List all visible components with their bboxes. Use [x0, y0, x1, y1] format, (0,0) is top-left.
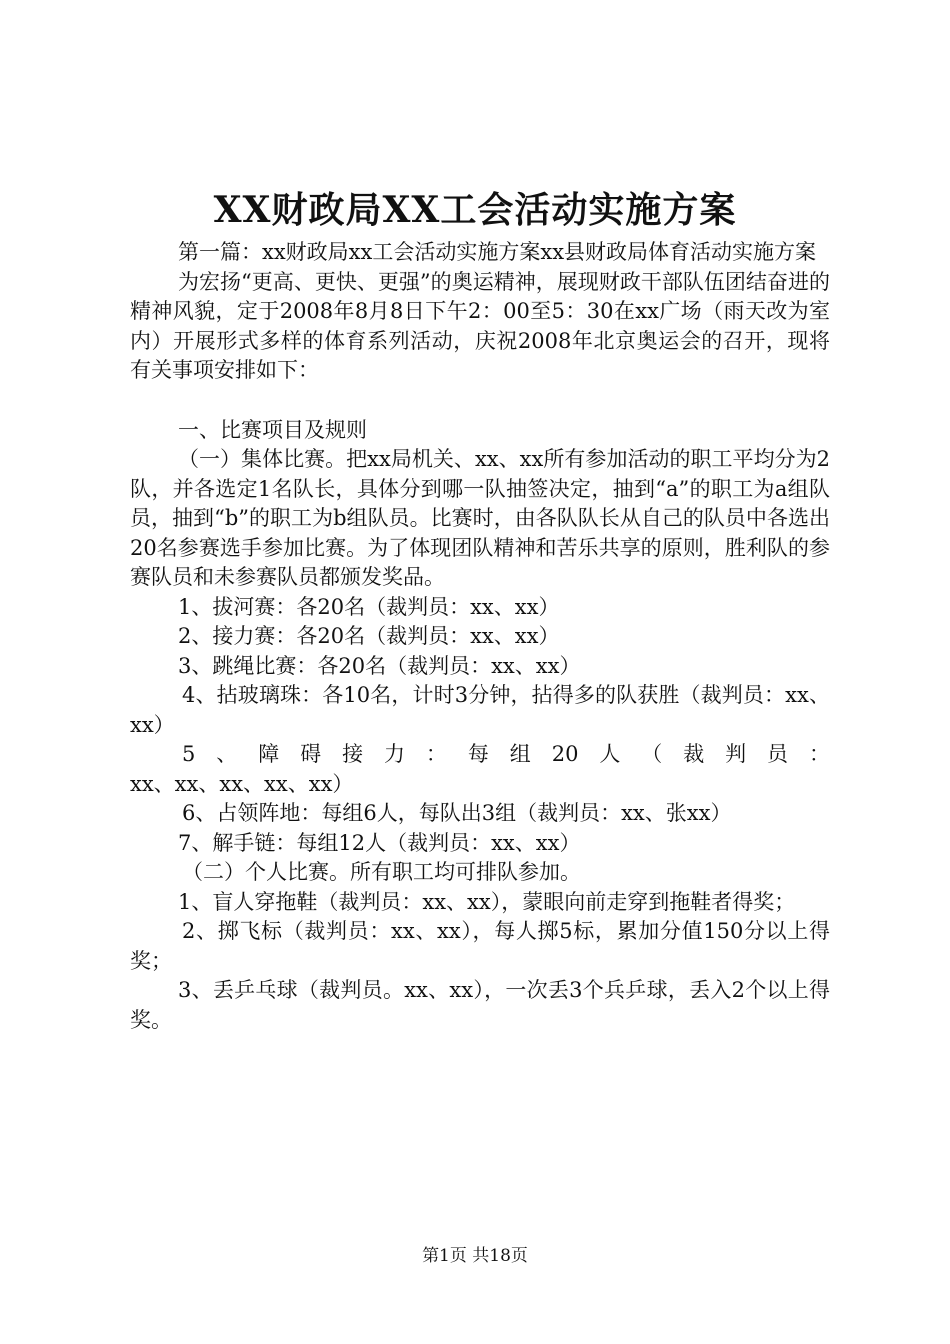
list-item: 6、占领阵地：每组6人，每队出3组（裁判员：xx、张xx）	[182, 801, 732, 825]
paragraph-intro: 为宏扬“更高、更快、更强”的奥运精神，展现财政干部队伍团结奋进的精神风貌，定于2008年8月8日下午2：00至5：30在xx广场（雨天改为室内）开展形式多样的体育系列活动，庆祝2008年北京奥运会的召开，现将有关事项安排如下：	[130, 269, 830, 382]
document-title: XX财政局XX工会活动实施方案	[213, 189, 737, 231]
list-item: 1、盲人穿拖鞋（裁判员：xx、xx），蒙眼向前走穿到拖鞋者得奖；	[178, 889, 796, 914]
paragraph-subtitle: 第一篇：xx财政局xx工会活动实施方案xx县财政局体育活动实施方案	[178, 240, 817, 264]
list-item: 3、跳绳比赛：各20名（裁判员：xx、xx）	[178, 653, 581, 678]
page-footer: 第1页 共18页	[422, 1246, 528, 1266]
section-heading: 一、比赛项目及规则	[178, 417, 367, 442]
paragraph-individual-contest: （二）个人比赛。所有职工均可排队参加。	[182, 860, 581, 884]
document-body	[130, 238, 830, 1035]
spacer	[130, 386, 830, 416]
list-item-continuation: xx、xx、xx、xx、xx）	[130, 771, 354, 796]
list-item: 4、拈玻璃珠：各10名，计时3分钟，拈得多的队获胜（裁判员：xx、xx）	[130, 683, 830, 737]
list-item: 3、丢乒乓球（裁判员。xx、xx），一次丢3个兵乒球，丢入2个以上得奖。	[130, 978, 830, 1032]
list-item: 2、掷飞标（裁判员：xx、xx），每人掷5标，累加分值150分以上得奖；	[130, 919, 830, 973]
list-item: 2、接力赛：各20名（裁判员：xx、xx）	[178, 624, 560, 648]
list-item: 7、解手链：每组12人（裁判员：xx、xx）	[178, 830, 581, 855]
list-item: 5、障碍接力：每组20人（裁判员：	[182, 742, 830, 766]
list-item: 1、拔河赛：各20名（裁判员：xx、xx）	[178, 594, 560, 619]
paragraph-group-contest: （一）集体比赛。把xx局机关、xx、xx所有参加活动的职工平均分为2队，并各选定1名队长，具体分到哪一队抽签决定，抽到“a”的职工为a组队员，抽到“b”的职工为b组队员。比赛时，由各队队长从自己的队员中各选出20名参赛选手参加比赛。为了体现团队精神和苦乐共享的原则，胜利队的参赛队员和未参赛队员都颁发奖品。	[130, 447, 830, 589]
